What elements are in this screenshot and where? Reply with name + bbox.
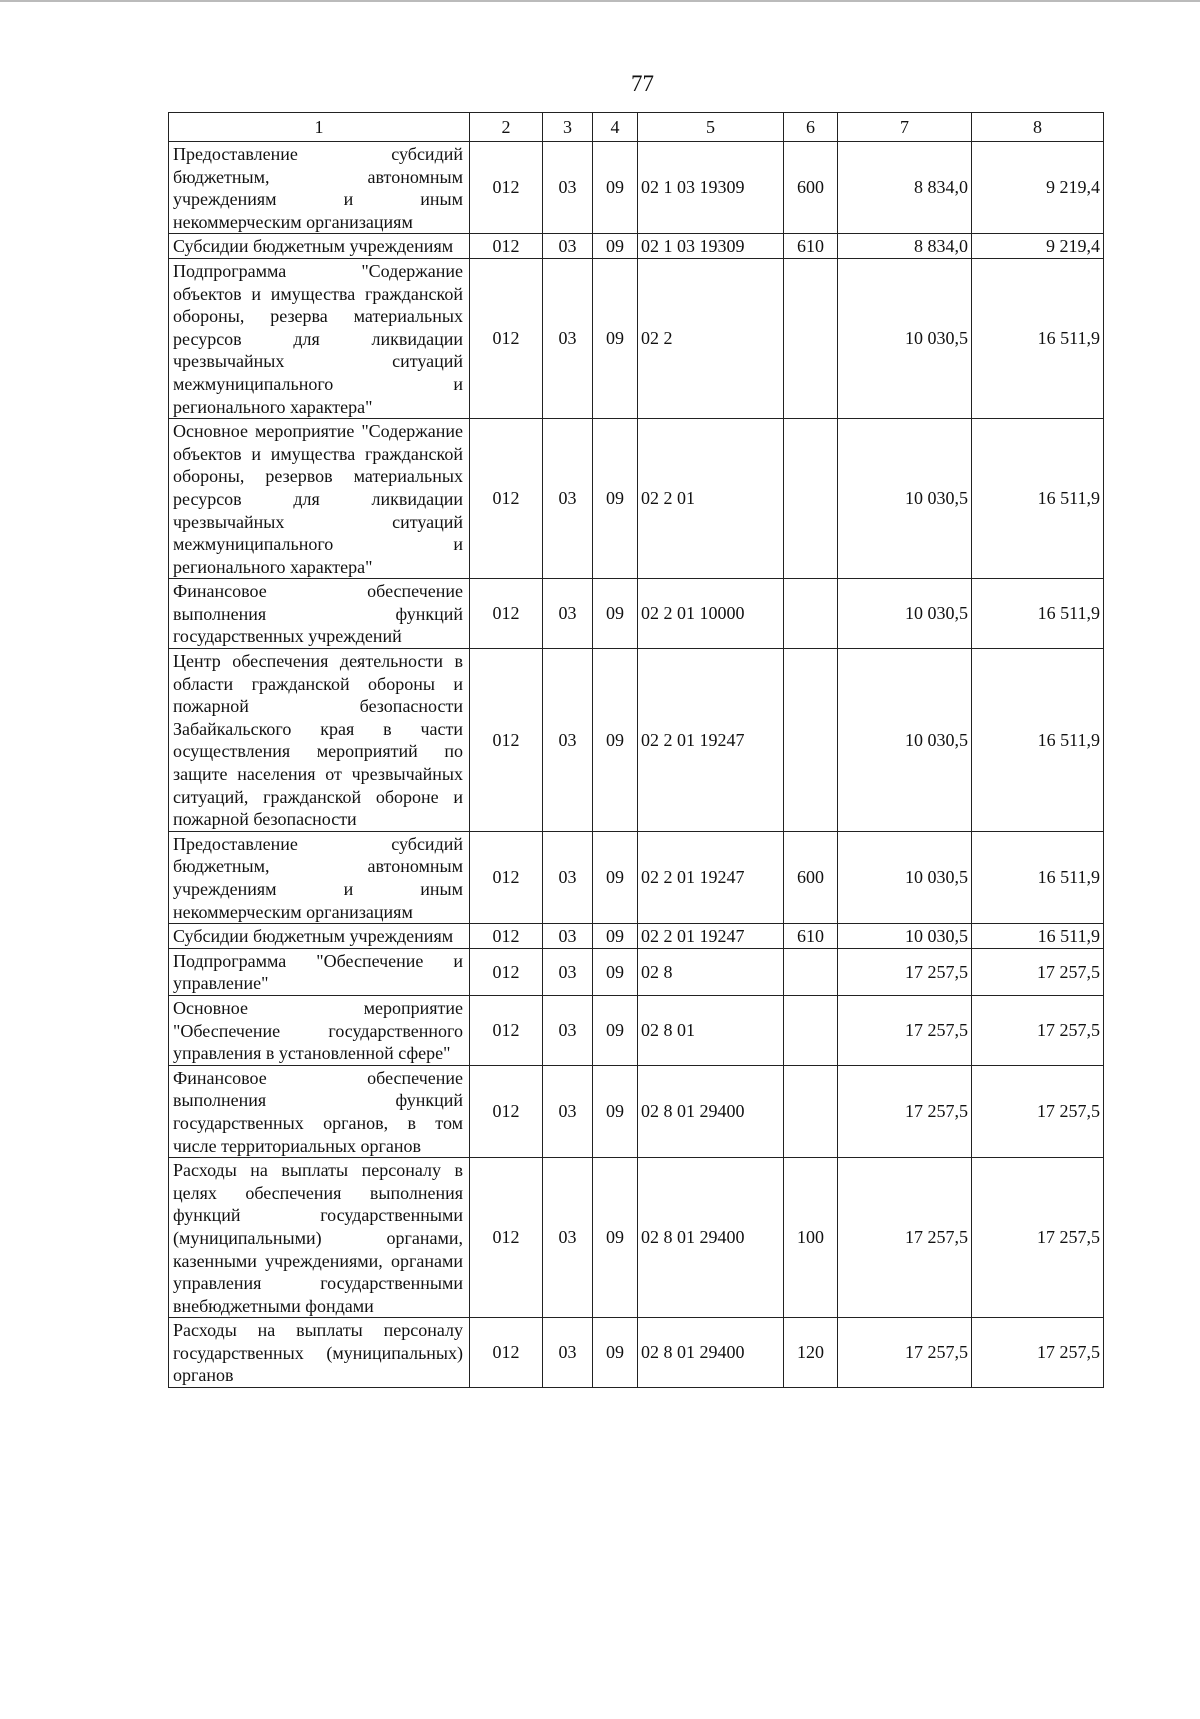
- row-name: Подпрограмма "Обеспечение и управление": [169, 948, 470, 995]
- amount-col-8: 17 257,5: [972, 1158, 1104, 1318]
- amount-col-8: 16 511,9: [972, 579, 1104, 649]
- amount-col-8: 16 511,9: [972, 924, 1104, 949]
- target-article: 02 2 01 10000: [638, 579, 784, 649]
- expense-type: 610: [784, 234, 838, 259]
- amount-col-7: 10 030,5: [838, 258, 972, 418]
- table-row: [169, 924, 1104, 949]
- target-article: 02 2: [638, 258, 784, 418]
- expense-type: [784, 419, 838, 579]
- amount-col-7: 10 030,5: [838, 924, 972, 949]
- expense-type: 600: [784, 831, 838, 923]
- section-code: 03: [543, 831, 593, 923]
- amount-col-8: 16 511,9: [972, 649, 1104, 832]
- section-code: 03: [543, 579, 593, 649]
- target-article: 02 2 01 19247: [638, 831, 784, 923]
- header-col-8: 8: [972, 113, 1104, 142]
- amount-col-8: 17 257,5: [972, 948, 1104, 995]
- row-name: Предоставление субсидий бюджетным, автономным учреждениям и иным некоммерческим организациям: [169, 142, 470, 234]
- table-row: [169, 142, 1104, 234]
- page-number: 77: [631, 71, 654, 96]
- table-row: [169, 579, 1104, 649]
- subsection-code: 09: [593, 1158, 638, 1318]
- section-code: 03: [543, 924, 593, 949]
- target-article: 02 1 03 19309: [638, 234, 784, 259]
- expense-type: [784, 258, 838, 418]
- header-col-1: 1: [169, 113, 470, 142]
- section-code: 03: [543, 1158, 593, 1318]
- row-name: Субсидии бюджетным учреждениям: [169, 234, 470, 259]
- subsection-code: 09: [593, 142, 638, 234]
- expense-type: 120: [784, 1318, 838, 1388]
- row-name: Расходы на выплаты персоналу государственных (муниципальных) органов: [169, 1318, 470, 1388]
- amount-col-8: 17 257,5: [972, 1065, 1104, 1157]
- subsection-code: 09: [593, 1318, 638, 1388]
- target-article: 02 8: [638, 948, 784, 995]
- ministry-code: 012: [470, 948, 543, 995]
- section-code: 03: [543, 419, 593, 579]
- ministry-code: 012: [470, 924, 543, 949]
- subsection-code: 09: [593, 419, 638, 579]
- ministry-code: 012: [470, 1158, 543, 1318]
- subsection-code: 09: [593, 579, 638, 649]
- expense-type: 600: [784, 142, 838, 234]
- ministry-code: 012: [470, 1065, 543, 1157]
- ministry-code: 012: [470, 258, 543, 418]
- section-code: 03: [543, 1065, 593, 1157]
- header-row: [169, 113, 1104, 142]
- target-article: 02 8 01: [638, 995, 784, 1065]
- amount-col-7: 17 257,5: [838, 1318, 972, 1388]
- subsection-code: 09: [593, 948, 638, 995]
- header-col-4: 4: [593, 113, 638, 142]
- row-name: Предоставление субсидий бюджетным, автономным учреждениям и иным некоммерческим организациям: [169, 831, 470, 923]
- ministry-code: 012: [470, 831, 543, 923]
- table-row: [169, 234, 1104, 259]
- expense-type: [784, 1065, 838, 1157]
- header-col-7: 7: [838, 113, 972, 142]
- amount-col-8: 9 219,4: [972, 234, 1104, 259]
- amount-col-7: 10 030,5: [838, 419, 972, 579]
- amount-col-7: 17 257,5: [838, 1065, 972, 1157]
- table-body: [169, 142, 1104, 1388]
- section-code: 03: [543, 948, 593, 995]
- target-article: 02 8 01 29400: [638, 1158, 784, 1318]
- ministry-code: 012: [470, 142, 543, 234]
- row-name: Основное мероприятие "Содержание объектов и имущества гражданской обороны, резервов материальных ресурсов для ликвидации чрезвычайных ситуаций межмуниципального и регионального характера": [169, 419, 470, 579]
- section-code: 03: [543, 1318, 593, 1388]
- amount-col-8: 16 511,9: [972, 258, 1104, 418]
- subsection-code: 09: [593, 995, 638, 1065]
- header-col-6: 6: [784, 113, 838, 142]
- ministry-code: 012: [470, 1318, 543, 1388]
- expense-type: [784, 995, 838, 1065]
- expense-type: 610: [784, 924, 838, 949]
- ministry-code: 012: [470, 995, 543, 1065]
- amount-col-7: 8 834,0: [838, 142, 972, 234]
- amount-col-8: 17 257,5: [972, 1318, 1104, 1388]
- budget-table: [168, 112, 1104, 1388]
- section-code: 03: [543, 995, 593, 1065]
- row-name: Финансовое обеспечение выполнения функций государственных органов, в том числе территориальных органов: [169, 1065, 470, 1157]
- table-row: [169, 649, 1104, 832]
- target-article: 02 8 01 29400: [638, 1065, 784, 1157]
- header-col-2: 2: [470, 113, 543, 142]
- table-row: [169, 258, 1104, 418]
- section-code: 03: [543, 142, 593, 234]
- target-article: 02 8 01 29400: [638, 1318, 784, 1388]
- table-row: [169, 1318, 1104, 1388]
- header-col-3: 3: [543, 113, 593, 142]
- page-top-edge: [0, 0, 1200, 2]
- subsection-code: 09: [593, 234, 638, 259]
- ministry-code: 012: [470, 579, 543, 649]
- amount-col-7: 10 030,5: [838, 649, 972, 832]
- header-col-5: 5: [638, 113, 784, 142]
- expense-type: [784, 948, 838, 995]
- amount-col-7: 10 030,5: [838, 579, 972, 649]
- expense-type: [784, 579, 838, 649]
- target-article: 02 2 01 19247: [638, 649, 784, 832]
- table-row: [169, 1158, 1104, 1318]
- amount-col-7: 17 257,5: [838, 1158, 972, 1318]
- row-name: Основное мероприятие "Обеспечение государственного управления в установленной сфере": [169, 995, 470, 1065]
- subsection-code: 09: [593, 831, 638, 923]
- amount-col-7: 8 834,0: [838, 234, 972, 259]
- section-code: 03: [543, 258, 593, 418]
- expense-type: [784, 649, 838, 832]
- subsection-code: 09: [593, 924, 638, 949]
- amount-col-8: 16 511,9: [972, 419, 1104, 579]
- row-name: Подпрограмма "Содержание объектов и имущества гражданской обороны, резерва материальных ресурсов для ликвидации чрезвычайных ситуаций межмуниципального и регионального характера": [169, 258, 470, 418]
- section-code: 03: [543, 234, 593, 259]
- table-row: [169, 419, 1104, 579]
- section-code: 03: [543, 649, 593, 832]
- table-row: [169, 1065, 1104, 1157]
- row-name: Расходы на выплаты персоналу в целях обеспечения выполнения функций государственными (муниципальными) органами, казенными учреждениями, органами управления государственными внебюджетными фондами: [169, 1158, 470, 1318]
- subsection-code: 09: [593, 649, 638, 832]
- target-article: 02 2 01 19247: [638, 924, 784, 949]
- amount-col-7: 17 257,5: [838, 948, 972, 995]
- table-row: [169, 831, 1104, 923]
- amount-col-8: 16 511,9: [972, 831, 1104, 923]
- expense-type: 100: [784, 1158, 838, 1318]
- amount-col-8: 9 219,4: [972, 142, 1104, 234]
- subsection-code: 09: [593, 258, 638, 418]
- target-article: 02 1 03 19309: [638, 142, 784, 234]
- table-row: [169, 995, 1104, 1065]
- table-row: [169, 948, 1104, 995]
- amount-col-7: 10 030,5: [838, 831, 972, 923]
- row-name: Финансовое обеспечение выполнения функций государственных учреждений: [169, 579, 470, 649]
- row-name: Субсидии бюджетным учреждениям: [169, 924, 470, 949]
- target-article: 02 2 01: [638, 419, 784, 579]
- ministry-code: 012: [470, 649, 543, 832]
- subsection-code: 09: [593, 1065, 638, 1157]
- amount-col-7: 17 257,5: [838, 995, 972, 1065]
- ministry-code: 012: [470, 419, 543, 579]
- row-name: Центр обеспечения деятельности в области гражданской обороны и пожарной безопасности Забайкальского края в части осуществления мероприятий по защите населения от чрезвычайных ситуаций, гражданской обороне и пожарной безопасности: [169, 649, 470, 832]
- amount-col-8: 17 257,5: [972, 995, 1104, 1065]
- ministry-code: 012: [470, 234, 543, 259]
